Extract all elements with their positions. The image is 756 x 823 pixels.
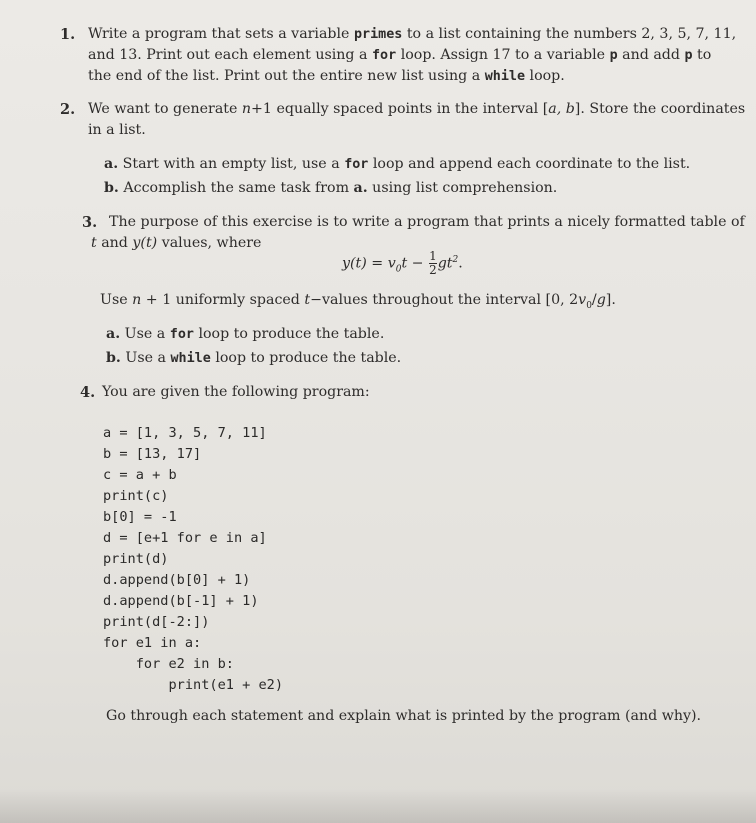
code-line: c = a + b xyxy=(103,467,177,483)
code-line: for e1 in a: xyxy=(103,635,202,651)
q1-line-3: the end of the list. Print out the entire new list using a while loop. xyxy=(88,68,565,84)
q1-number: 1. xyxy=(60,26,76,43)
q3-part-b: b. Use a while loop to produce the table. xyxy=(106,350,402,366)
q4-number: 4. xyxy=(80,384,96,401)
q3-line-2: t and y(t) values, where xyxy=(91,235,262,251)
q1-line-1: Write a program that sets a variable primes to a list containing the numbers 2, 3, 5, 7, 11, xyxy=(88,26,737,42)
q3-number: 3. xyxy=(82,214,98,231)
q3-equation: $y(t) = v_0t$ − $\frac{1}{2}$ $gt^2$. xyxy=(342,249,463,277)
code-line: print(d[-2:]) xyxy=(103,614,210,630)
q3-part-a: a. Use a for loop to produce the table. xyxy=(106,326,385,342)
q2-line-1: We want to generate n+1 equally spaced points in the interval [a, b]. Store the coordinates xyxy=(88,101,746,117)
code-line: d.append(b[0] + 1) xyxy=(103,572,251,588)
q2-part-b: b. Accomplish the same task from a. using list comprehension. xyxy=(104,180,558,196)
q1-line-2: and 13. Print out each element using a for loop. Assign 17 to a variable p and add p to xyxy=(88,47,712,63)
q4-intro: You are given the following program: xyxy=(102,384,370,400)
code-line: b = [13, 17] xyxy=(103,446,202,462)
q2-line-2: in a list. xyxy=(88,122,146,138)
code-line: print(e1 + e2) xyxy=(103,677,284,693)
q4-closing: Go through each statement and explain what is printed by the program (and why). xyxy=(106,708,702,724)
code-line: print(c) xyxy=(103,488,169,504)
code-line: print(d) xyxy=(103,551,169,567)
code-line: a = [1, 3, 5, 7, 11] xyxy=(103,425,267,441)
one-half-fraction: $\frac{1}{2}$ xyxy=(429,249,437,277)
q3-use-line: Use n + 1 uniformly spaced t−values throughout the interval [0, $2v_0/g$]. xyxy=(100,292,616,311)
q2-part-a: a. Start with an empty list, use a for loop and append each coordinate to the list. xyxy=(104,156,691,172)
q3-line-1: The purpose of this exercise is to write a program that prints a nicely formatted table of xyxy=(109,214,745,230)
code-line: d = [e+1 for e in a] xyxy=(103,530,267,546)
code-line: b[0] = -1 xyxy=(103,509,177,525)
code-line: for e2 in b: xyxy=(103,656,234,672)
code-line: d.append(b[-1] + 1) xyxy=(103,593,259,609)
q2-number: 2. xyxy=(60,101,76,118)
